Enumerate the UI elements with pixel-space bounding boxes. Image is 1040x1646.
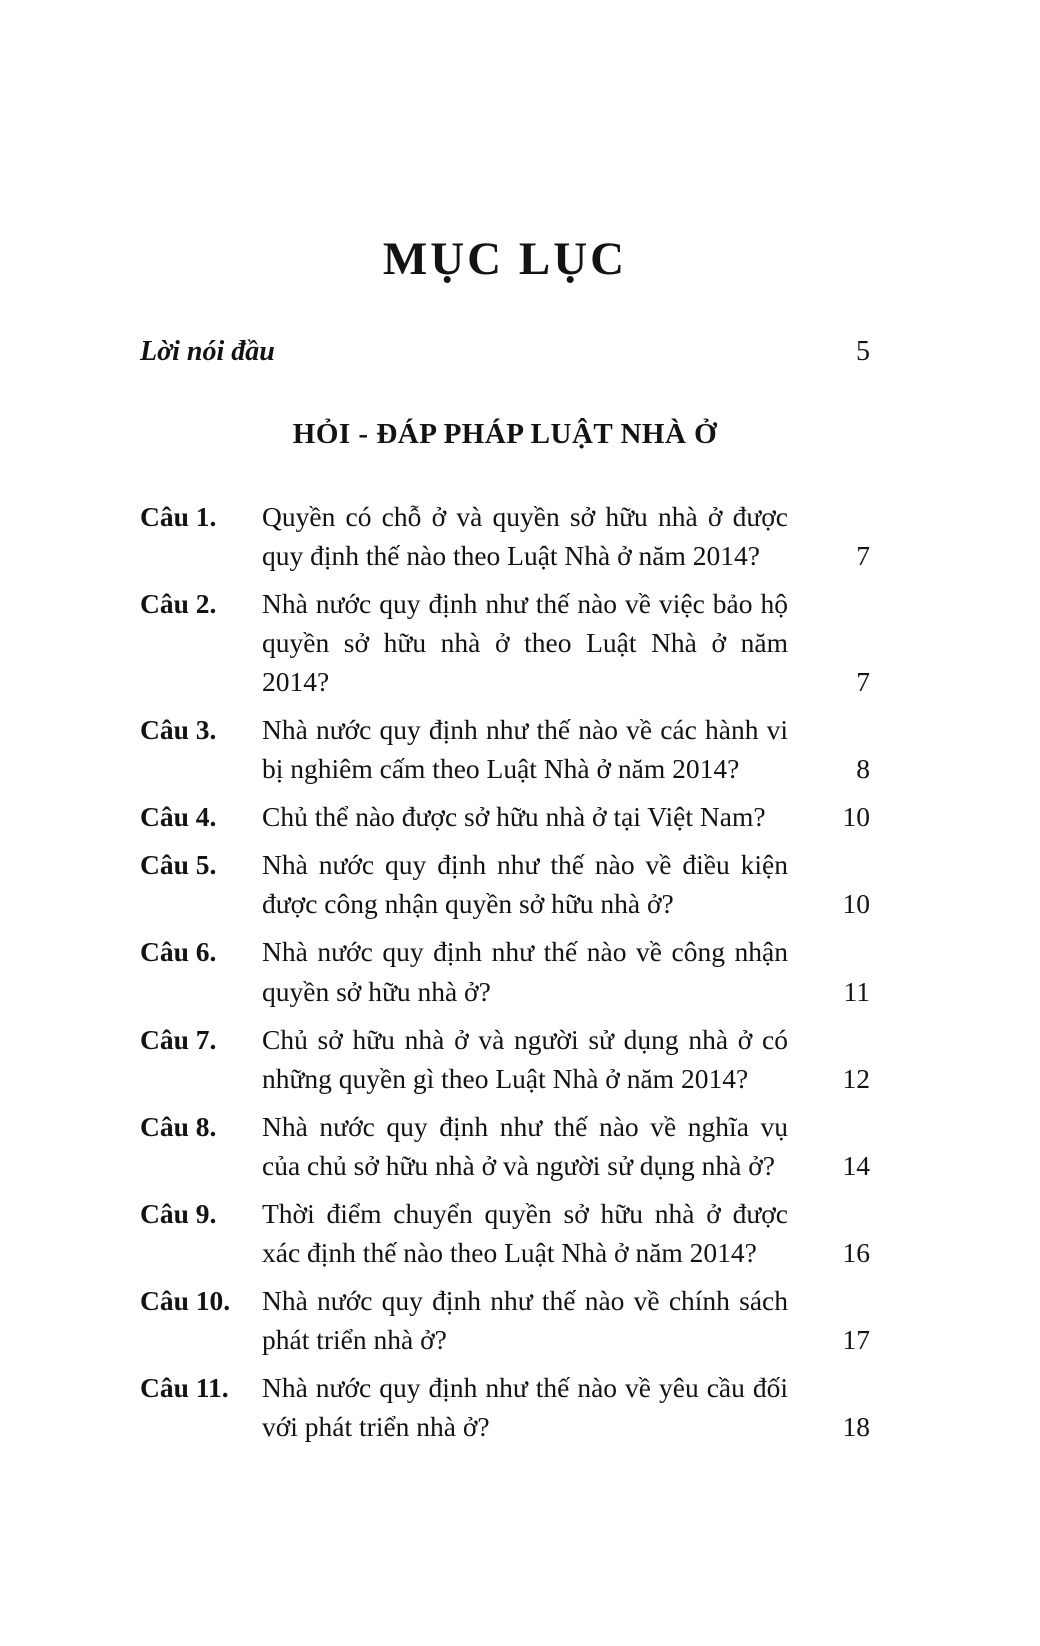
- entry-text: Nhà nước quy định như thế nào về yêu cầu đối với phát triển nhà ở?: [262, 1371, 788, 1442]
- entry-text: Chủ sở hữu nhà ở và người sử dụng nhà ở có những quyền gì theo Luật Nhà ở năm 2014?: [262, 1023, 788, 1094]
- entry-page-number: 7: [856, 666, 870, 698]
- entry-page-number: 10: [842, 888, 870, 920]
- toc-entry: [140, 497, 870, 575]
- toc-entry: [140, 932, 870, 1010]
- toc-entry: [140, 1107, 870, 1185]
- toc-entry: [140, 797, 870, 836]
- toc-title: MỤC LỤC: [382, 233, 628, 285]
- entry-page-number: 11: [843, 975, 870, 1007]
- toc-entry: [140, 584, 870, 701]
- toc-entry: [140, 1368, 870, 1446]
- entry-text: Quyền có chỗ ở và quyền sở hữu nhà ở được quy định thế nào theo Luật Nhà ở năm 2014?: [262, 501, 788, 572]
- entry-text: Nhà nước quy định như thế nào về việc bảo hộ quyền sở hữu nhà ở theo Luật Nhà ở năm 2014?: [262, 588, 788, 698]
- entry-text: Nhà nước quy định như thế nào về điều kiện được công nhận quyền sở hữu nhà ở?: [262, 849, 788, 920]
- toc-entry: [140, 845, 870, 923]
- entry-page-number: 7: [856, 540, 870, 572]
- entry-page-number: 18: [842, 1410, 870, 1442]
- entry-label: Câu 6.: [140, 936, 217, 968]
- entry-text: Nhà nước quy định như thế nào về chính sách phát triển nhà ở?: [262, 1284, 788, 1355]
- entry-text: Nhà nước quy định như thế nào về công nhận quyền sở hữu nhà ở?: [262, 936, 788, 1007]
- entry-label: Câu 2.: [140, 588, 217, 620]
- entry-page-number: 10: [842, 801, 870, 833]
- preface-row: [140, 336, 870, 368]
- preface-label: Lời nói đầu: [140, 336, 275, 367]
- entry-page-number: 8: [856, 753, 870, 785]
- entry-label: Câu 8.: [140, 1110, 217, 1142]
- toc-entry: [140, 1020, 870, 1098]
- entry-page-number: 16: [842, 1236, 870, 1268]
- toc-entry: [140, 710, 870, 788]
- entry-text: Nhà nước quy định như thế nào về nghĩa vụ của chủ sở hữu nhà ở và người sử dụng nhà ở?: [262, 1110, 788, 1181]
- entry-label: Câu 1.: [140, 501, 217, 532]
- entry-label: Câu 9.: [140, 1197, 217, 1229]
- entry-text: Thời điểm chuyển quyền sở hữu nhà ở được xác định thế nào theo Luật Nhà ở năm 2014?: [262, 1197, 788, 1268]
- toc-entry: [140, 1194, 870, 1272]
- entry-text: Nhà nước quy định như thế nào về các hành vi bị nghiêm cấm theo Luật Nhà ở năm 2014?: [262, 714, 788, 785]
- section-heading: HỎI - ĐÁP PHÁP LUẬT NHÀ Ở: [292, 418, 718, 450]
- preface-page-number: 5: [856, 336, 870, 367]
- toc-entry: [140, 1281, 870, 1359]
- entry-label: Câu 7.: [140, 1023, 217, 1055]
- entry-label: Câu 3.: [140, 714, 217, 746]
- entry-text: Chủ thể nào được sở hữu nhà ở tại Việt Nam?: [262, 801, 766, 833]
- entry-label: Câu 5.: [140, 849, 217, 881]
- entry-page-number: 17: [842, 1323, 870, 1355]
- entry-label: Câu 4.: [140, 801, 217, 833]
- entry-label: Câu 10.: [140, 1284, 231, 1316]
- entry-label: Câu 11.: [140, 1371, 229, 1403]
- entry-page-number: 12: [842, 1062, 870, 1094]
- entry-page-number: 14: [842, 1149, 870, 1181]
